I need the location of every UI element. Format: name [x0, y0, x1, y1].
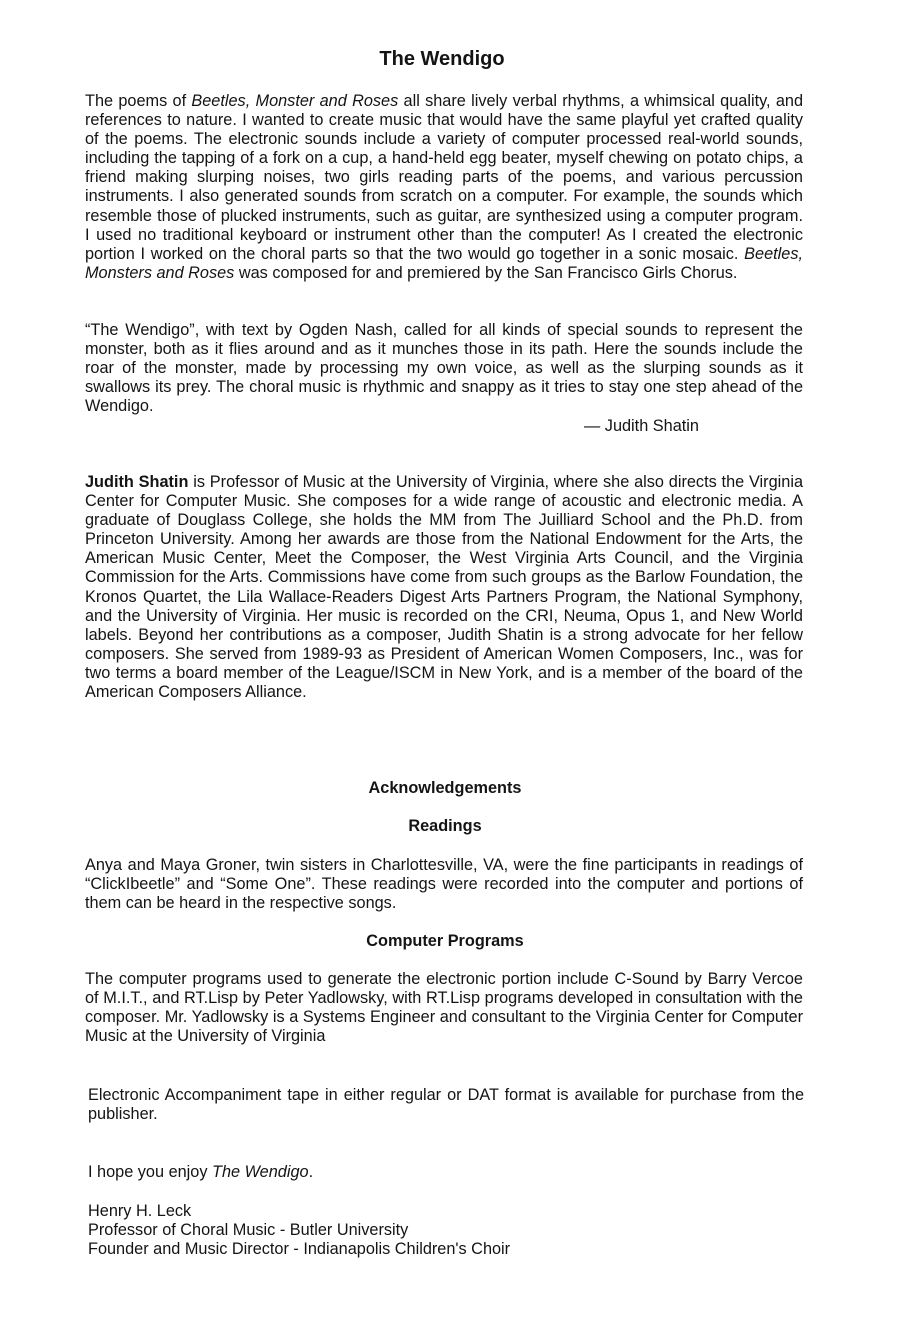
readings-heading: Readings: [408, 817, 482, 835]
intro-paragraph-1: [85, 92, 803, 283]
author-title-1: Professor of Choral Music - Butler University: [88, 1221, 409, 1239]
work-title-1: Beetles, Monster and Roses: [191, 92, 399, 110]
intro-paragraph-2: “The Wendigo”, with text by Ogden Nash, called for all kinds of special sounds to represent the monster, both as it flies around and as it munches those in its path. Here the sounds include the roar of the monster, made by processing my own voice, as well as the slurping sounds as it swallows its prey. The choral music is rhythmic and snappy as it tries to stay one step ahead of the Wendigo.: [85, 321, 803, 416]
page-title: The Wendigo: [379, 48, 505, 70]
acknowledgements-heading: Acknowledgements: [368, 779, 522, 797]
tape-note-paragraph: Electronic Accompaniment tape in either regular or DAT format is available for purchase from the publisher.: [88, 1086, 804, 1124]
intro-text-b: all share lively verbal rhythms, a whimsical quality, and references to nature. I wanted to create music that would have the same playful yet crafted quality of the poems. The electronic sounds include a variety of computer processed real-world sounds, including the tapping of a fork on a cup, a hand-held egg beater, myself chewing on potato chips, a friend making slurping noises, two girls reading parts of the poems, and various percussion instruments. I also generated sounds from scratch on a computer. For example, the sounds which resemble those of plucked instruments, such as guitar, are synthesized using a computer program. I used no traditional keyboard or instrument other than the computer! As I created the electronic portion I worked on the choral parts so that the two would go together in a sonic mosaic.: [85, 92, 804, 263]
author-title-2: Founder and Music Director - Indianapolis Children's Choir: [88, 1240, 511, 1258]
work-title-2: Beetles, Monsters and Roses: [85, 244, 803, 282]
bio-text: is Professor of Music at the University of Virginia, where she also directs the Virginia Center for Computer Music. She composes for a wide range of acoustic and electronic media. A graduate of Douglass College, she holds the MM from The Juilliard School and the Ph.D. from Princeton University. Among her awards are those from the National Endowment for the Arts, the American Music Center, Meet the Composer, the West Virginia Arts Council, and the Virginia Commission for the Arts. Commissions have come from such groups as the Barlow Foundation, the Kronos Quartet, the Lila Wallace-Readers Digest Arts Partners Program, the National Symphony, and the University of Virginia. Her music is recorded on the CRI, Neuma, Opus 1, and New World labels. Beyond her contributions as a composer, Judith Shatin is a strong advocate for her fellow composers. She served from 1989-93 as President of American Women Composers, Inc., was for two terms a board member of the League/ISCM in New York, and is a member of the board of the American Composers Alliance.: [85, 473, 803, 702]
readings-paragraph: Anya and Maya Groner, twin sisters in Charlottesville, VA, were the fine participants in readings of “ClickIbeetle” and “Some One”. These readings were recorded into the computer and portions of them can be heard in the respective songs.: [85, 856, 803, 913]
intro-text-c: was composed for and premiered by the San Francisco Girls Chorus.: [234, 263, 738, 282]
signature: — Judith Shatin: [584, 417, 699, 435]
computer-programs-paragraph: The computer programs used to generate the electronic portion include C-Sound by Barry Vercoe of M.I.T., and RT.Lisp by Peter Yadlowsky, with RT.Lisp programs developed in consultation with the composer. Mr. Yadlowsky is a Systems Engineer and consultant to the Virginia Center for Computer Music at the University of Virginia: [85, 970, 803, 1046]
closing-text-a: I hope you enjoy: [88, 1163, 213, 1181]
bio-name: Judith Shatin: [85, 473, 189, 491]
closing-line: [88, 1163, 804, 1182]
computer-programs-heading: Computer Programs: [366, 932, 524, 950]
bio-paragraph: [85, 473, 803, 702]
intro-text-a: The poems of: [85, 92, 192, 110]
closing-text-b: .: [308, 1163, 314, 1181]
closing-work-title: The Wendigo: [212, 1163, 309, 1181]
author-name: Henry H. Leck: [88, 1202, 192, 1220]
